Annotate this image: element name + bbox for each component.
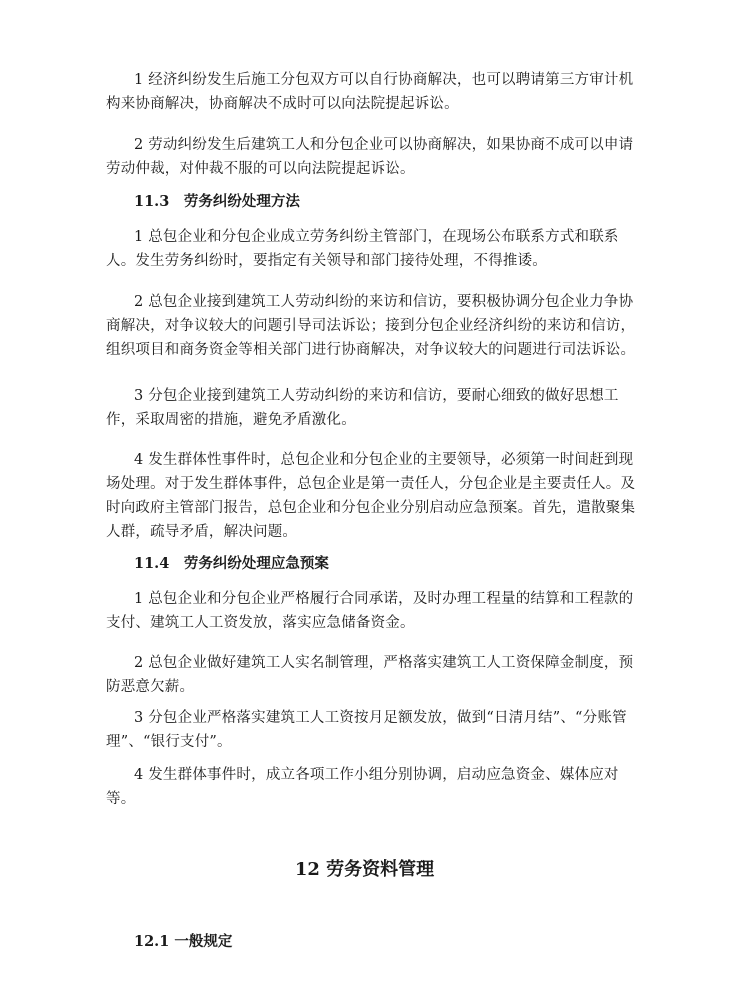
section-heading-12-1: 12.1 一般规定 <box>134 933 233 950</box>
paragraph-11-3-item-1: 1 总包企业和分包企业成立劳务纠纷主管部门，在现场公布联系方式和联系人。发生劳务纠纷时，要指定有关领导和部门接待处理，不得推诿。 <box>106 229 619 269</box>
paragraph-11-4-item-3: 3 分包企业严格落实建筑工人工资按月足额发放，做到“日清月结”、“分账管理”、“银行支付”。 <box>106 710 627 750</box>
paragraph-11-3-item-4: 4 发生群体性事件时，总包企业和分包企业的主要领导，必须第一时间赶到现场处理。对于发生群体事件，总包企业是第一责任人，分包企业是主要责任人。及时向政府主管部门报告，总包企业和分包企业分别启动应急预案。首先，遣散聚集人群，疏导矛盾，解决问题。 <box>106 452 636 540</box>
paragraph-11-2-item-2: 2 劳动纠纷发生后建筑工人和分包企业可以协商解决，如果协商不成可以申请劳动仲裁，对仲裁不服的可以向法院提起诉讼。 <box>106 137 634 177</box>
section-heading-11-3: 11.3 劳务纠纷处理方法 <box>134 193 300 210</box>
paragraph-11-4-item-1: 1 总包企业和分包企业严格履行合同承诺，及时办理工程量的结算和工程款的支付、建筑工人工资发放，落实应急储备资金。 <box>106 591 634 631</box>
paragraph-11-2-item-1: 1 经济纠纷发生后施工分包双方可以自行协商解决，也可以聘请第三方审计机构来协商解决，协商解决不成时可以向法院提起诉讼。 <box>106 72 634 112</box>
chapter-title-12: 12 劳务资料管理 <box>294 859 435 880</box>
paragraph-11-4-item-4: 4 发生群体事件时，成立各项工作小组分别协调，启动应急资金、媒体应对等。 <box>106 767 619 807</box>
section-heading-11-4: 11.4 劳务纠纷处理应急预案 <box>134 555 329 572</box>
paragraph-11-3-item-3: 3 分包企业接到建筑工人劳动纠纷的来访和信访，要耐心细致的做好思想工作，采取周密的措施，避免矛盾激化。 <box>106 388 619 428</box>
paragraph-11-4-item-2: 2 总包企业做好建筑工人实名制管理，严格落实建筑工人工资保障金制度，预防恶意欠薪。 <box>106 655 634 695</box>
paragraph-11-3-item-2: 2 总包企业接到建筑工人劳动纠纷的来访和信访，要积极协调分包企业力争协商解决，对争议较大的问题引导司法诉讼；接到分包企业经济纠纷的来访和信访，组织项目和商务资金等相关部门进行协商解决，对争议较大的问题进行司法诉讼。 <box>106 294 636 358</box>
